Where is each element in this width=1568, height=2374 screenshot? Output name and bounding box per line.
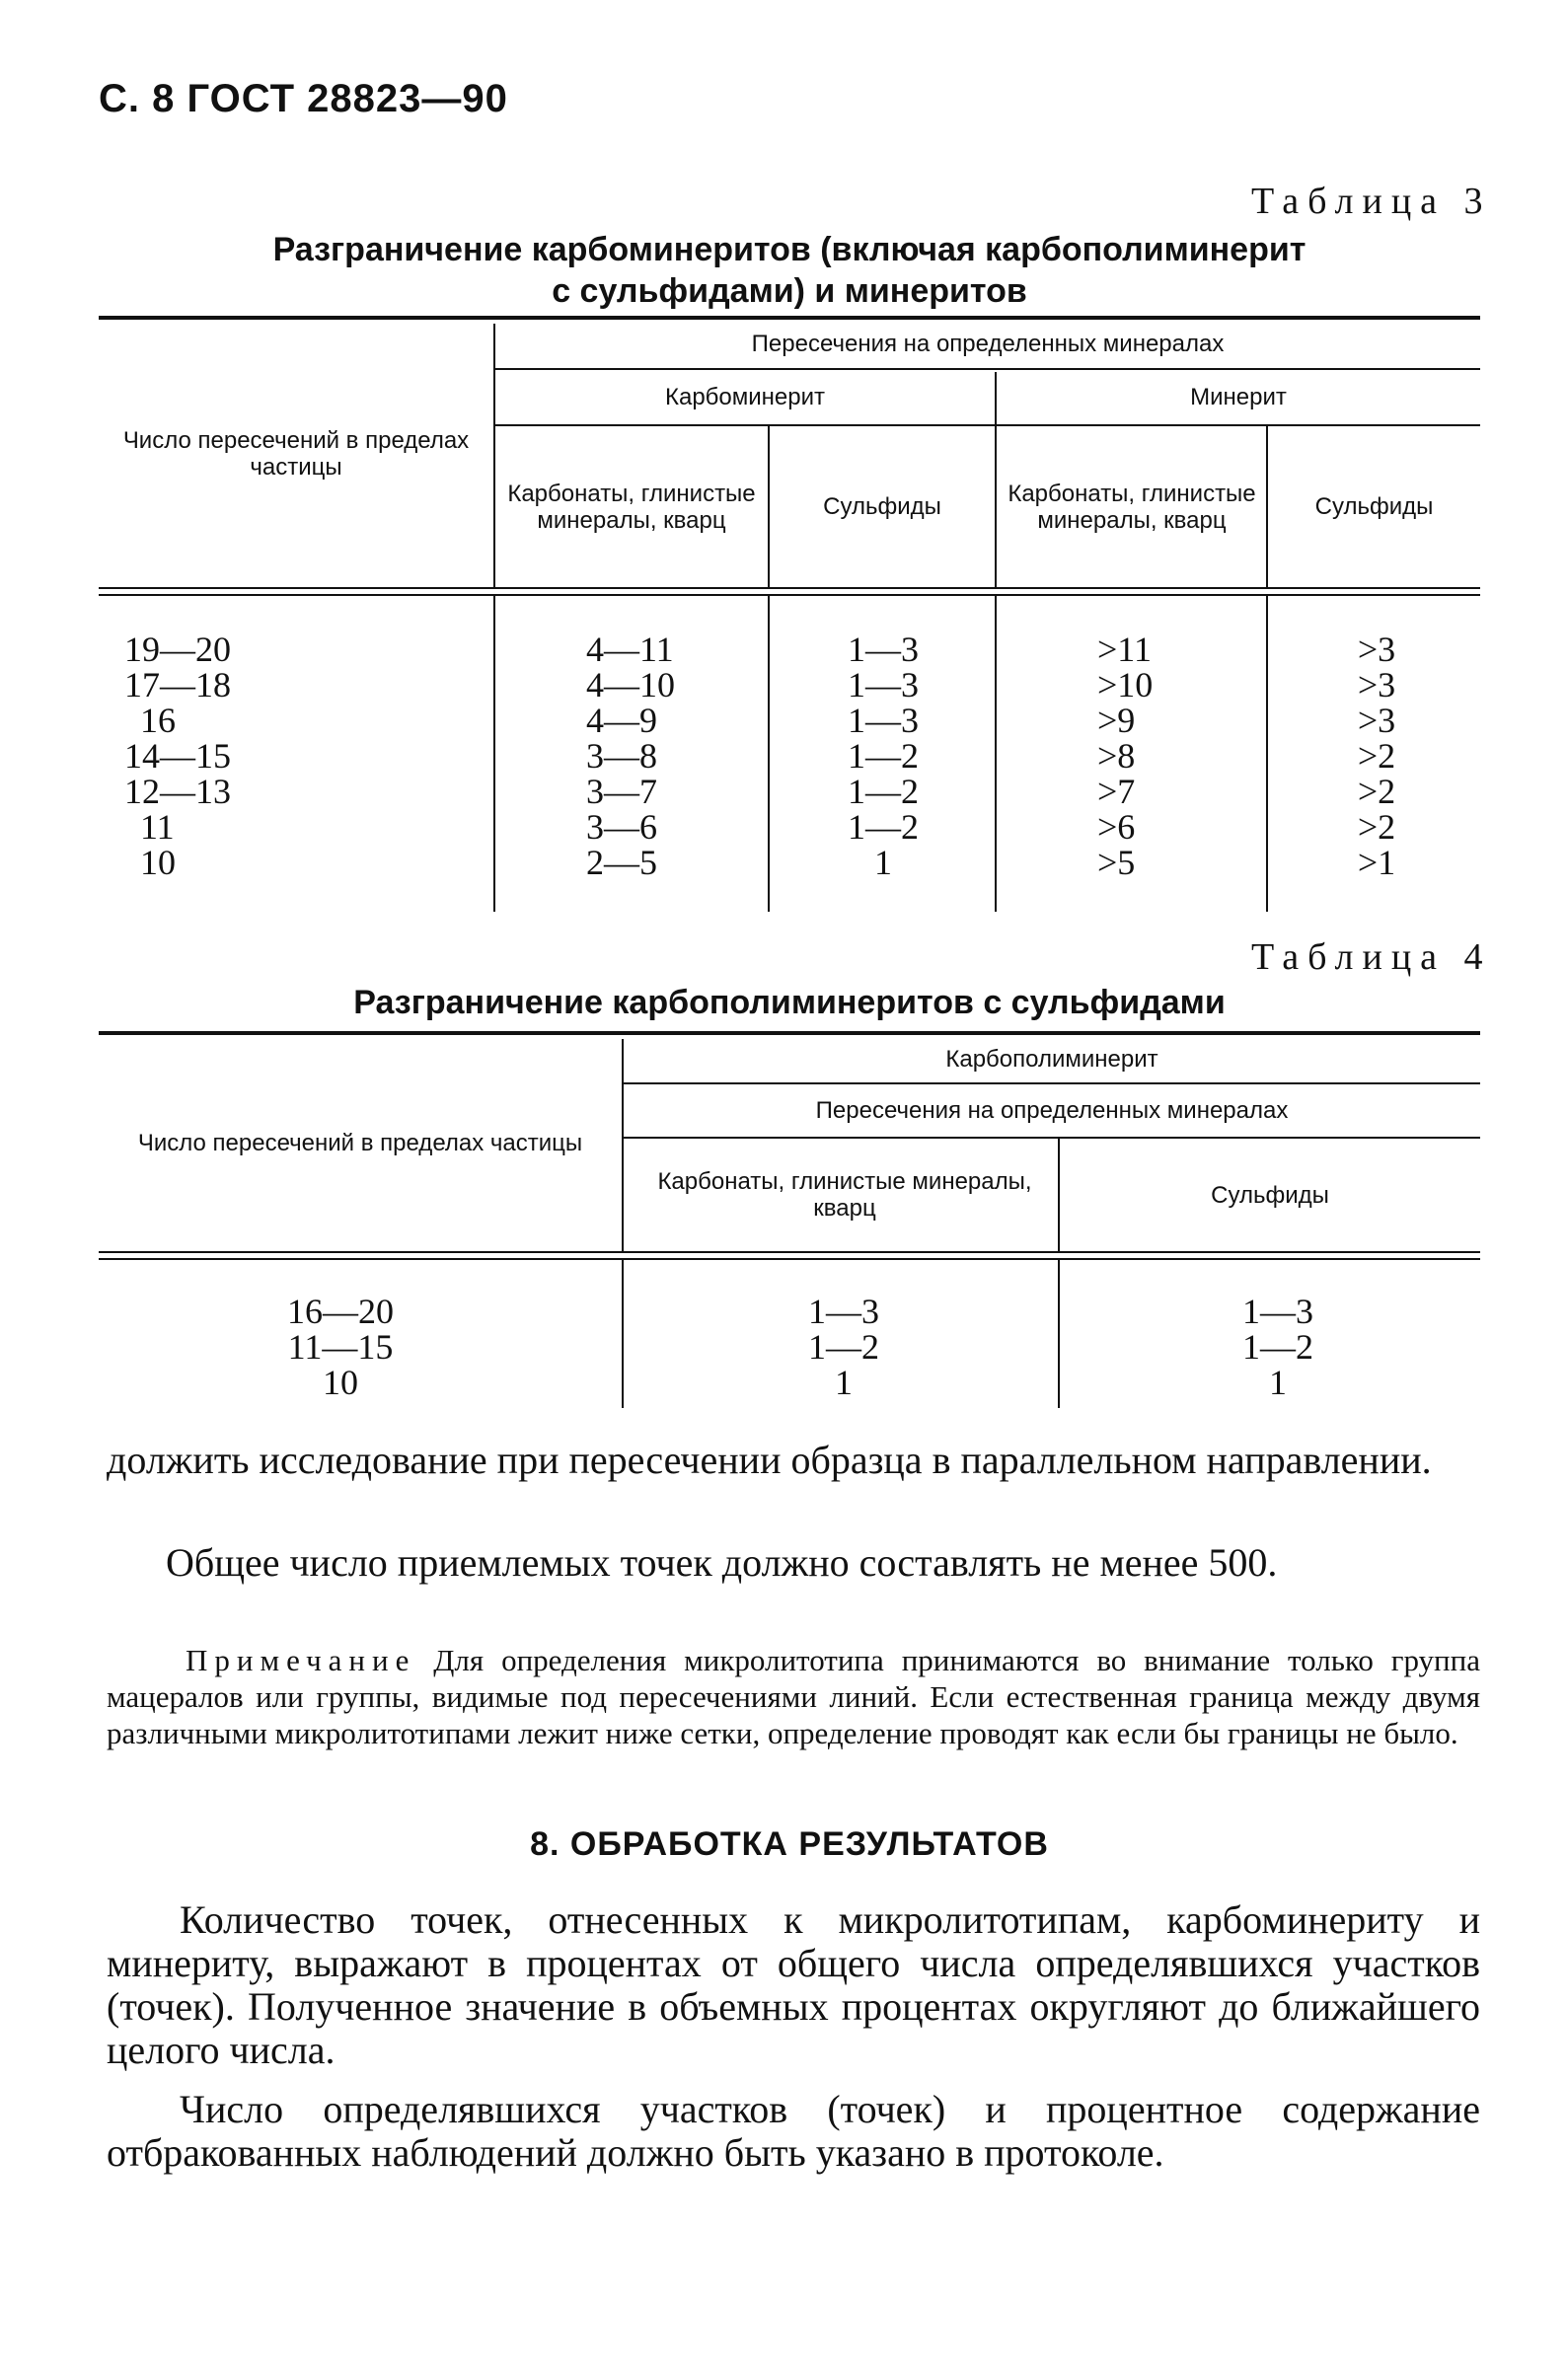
table-cell: 1 bbox=[1269, 1363, 1287, 1402]
table-cell: >3 bbox=[1357, 701, 1396, 740]
table-cell: >2 bbox=[1357, 772, 1396, 811]
table3-body-vline-3 bbox=[995, 596, 997, 912]
table4-head-sulfides: Сульфиды bbox=[1211, 1181, 1329, 1209]
table3-head-min-sulfides: Сульфиды bbox=[1314, 493, 1434, 520]
table-cell: >11 bbox=[1097, 630, 1152, 669]
table-cell: >5 bbox=[1097, 843, 1136, 882]
paragraph-total-points: Общее число приемлемых точек должно составлять не менее 500. bbox=[166, 1540, 1278, 1585]
table-cell: 16—20 bbox=[287, 1292, 394, 1331]
table-cell: 1—2 bbox=[848, 807, 919, 847]
table-cell: >3 bbox=[1357, 665, 1396, 705]
table-cell: >3 bbox=[1357, 630, 1396, 669]
table3-label: Таблица 3 bbox=[1251, 181, 1492, 222]
table3-body-vline-2 bbox=[768, 596, 770, 912]
table3-head-count: Число пересечений в пределах частицы bbox=[122, 426, 470, 481]
section-title: 8. ОБРАБОТКА РЕЗУЛЬТАТОВ bbox=[530, 1825, 1049, 1863]
table4-head-carb-clay: Карбонаты, глинистые минералы, кварц bbox=[657, 1168, 1032, 1222]
table4-body-vline-2 bbox=[1058, 1260, 1060, 1408]
table-cell: 4—9 bbox=[586, 701, 657, 740]
table-cell: 4—11 bbox=[586, 630, 674, 669]
table-cell: 3—7 bbox=[586, 772, 657, 811]
table-cell: 3—6 bbox=[586, 807, 657, 847]
note bbox=[107, 1642, 1480, 1751]
table4-col-sulfides bbox=[1184, 1294, 1372, 1400]
table-cell: >6 bbox=[1097, 807, 1136, 847]
table-cell: 19—20 bbox=[124, 630, 231, 669]
table3-head-min-carb-clay: Карбонаты, глинистые минералы, кварц bbox=[1008, 480, 1256, 534]
table3-col-min-carb-clay bbox=[1097, 631, 1235, 880]
table-cell: 11 bbox=[140, 807, 175, 847]
table-cell: 1—2 bbox=[848, 736, 919, 776]
table-cell: 1—2 bbox=[848, 772, 919, 811]
table3-body-vline-1 bbox=[493, 596, 495, 912]
table-cell: 1—3 bbox=[848, 701, 919, 740]
table3-title-line1: Разграничение карбоминеритов (включая карбополиминерит bbox=[272, 231, 1307, 268]
table4-body-vline-1 bbox=[622, 1260, 624, 1408]
paragraph-protocol: Число определявшихся участков (точек) и процентное содержание отбракованных наблюдений должно быть указано в протоколе. bbox=[107, 2087, 1480, 2175]
table-cell: 4—10 bbox=[586, 665, 675, 705]
note-text: Для определения микролитотипа принимаются во внимание только группа мацералов или группы, видимые под пересечениями линий. Если естественная граница между двумя различными микролитотипами лежит ниже сетки, определение проводят как если бы границы не было. bbox=[107, 1643, 1480, 1750]
table3-head-sulfides: Сульфиды bbox=[823, 493, 941, 520]
table-cell: >2 bbox=[1357, 736, 1396, 776]
table-cell: 16 bbox=[140, 701, 176, 740]
paragraph-results: Количество точек, отнесенных к микролитотипам, карбоминериту и минериту, выражают в процентах от общего числа определявшихся участков (точек). Полученное значение в объемных процентах округляют до ближайшего целого числа. bbox=[107, 1897, 1480, 2072]
table4-col-carb-clay bbox=[750, 1294, 937, 1400]
table4-title: Разграничение карбополиминеритов с сульфидами bbox=[353, 984, 1226, 1021]
table3-col-count bbox=[124, 631, 272, 880]
table-cell: >8 bbox=[1097, 736, 1136, 776]
table3-head-group: Пересечения на определенных минералах bbox=[751, 331, 1225, 357]
table-cell: 1—3 bbox=[1242, 1292, 1313, 1331]
table-cell: 14—15 bbox=[124, 736, 231, 776]
table4-header-rule-b bbox=[99, 1258, 1480, 1260]
table3-col-sulfides bbox=[789, 631, 977, 880]
table3-header-rule-b bbox=[99, 594, 1480, 596]
table-cell: 1—3 bbox=[848, 665, 919, 705]
table-cell: 1—2 bbox=[808, 1327, 879, 1367]
table4-header-rule-a bbox=[99, 1251, 1480, 1253]
table-cell: 3—8 bbox=[586, 736, 657, 776]
table3-head-minerite: Минерит bbox=[1190, 384, 1287, 410]
table-cell: 1—2 bbox=[1242, 1327, 1313, 1367]
table4-label: Таблица 4 bbox=[1251, 936, 1492, 978]
table-cell: >9 bbox=[1097, 701, 1136, 740]
table-cell: 11—15 bbox=[287, 1327, 394, 1367]
table4-head-count: Число пересечений в пределах частицы bbox=[137, 1130, 583, 1156]
table-cell: 17—18 bbox=[124, 665, 231, 705]
note-label: Примечание bbox=[186, 1643, 416, 1677]
table3-col-min-sulfides bbox=[1312, 631, 1441, 880]
table-cell: >1 bbox=[1357, 843, 1396, 882]
paragraph-continuation: должить исследование при пересечении образца в параллельном направлении. bbox=[107, 1438, 1432, 1482]
table-cell: >7 bbox=[1097, 772, 1136, 811]
table-cell: 1—3 bbox=[808, 1292, 879, 1331]
table3-body-vline-4 bbox=[1266, 596, 1268, 912]
table-cell: >2 bbox=[1357, 807, 1396, 847]
table-cell: 2—5 bbox=[586, 843, 657, 882]
table4-head-subgroup: Пересечения на определенных минералах bbox=[815, 1097, 1289, 1124]
table-cell: 1—3 bbox=[848, 630, 919, 669]
table-cell: 12—13 bbox=[124, 772, 231, 811]
table3-title-line2: с сульфидами) и минеритов bbox=[552, 272, 1027, 310]
table3-head-carb-clay: Карбонаты, глинистые минералы, кварц bbox=[507, 480, 756, 534]
page-header: С. 8 ГОСТ 28823—90 bbox=[99, 77, 508, 120]
table4-col-count bbox=[247, 1294, 434, 1400]
table-cell: >10 bbox=[1097, 665, 1154, 705]
table-cell: 1 bbox=[835, 1363, 853, 1402]
table3-col-carb-clay bbox=[586, 631, 734, 880]
table3-header-rule-a bbox=[99, 587, 1480, 589]
table4-head-group: Карбополиминерит bbox=[945, 1045, 1158, 1073]
table-cell: 1 bbox=[874, 843, 892, 882]
table3-head-carbominerite: Карбоминерит bbox=[664, 384, 826, 410]
table-cell: 10 bbox=[323, 1363, 358, 1402]
table-cell: 10 bbox=[140, 843, 176, 882]
